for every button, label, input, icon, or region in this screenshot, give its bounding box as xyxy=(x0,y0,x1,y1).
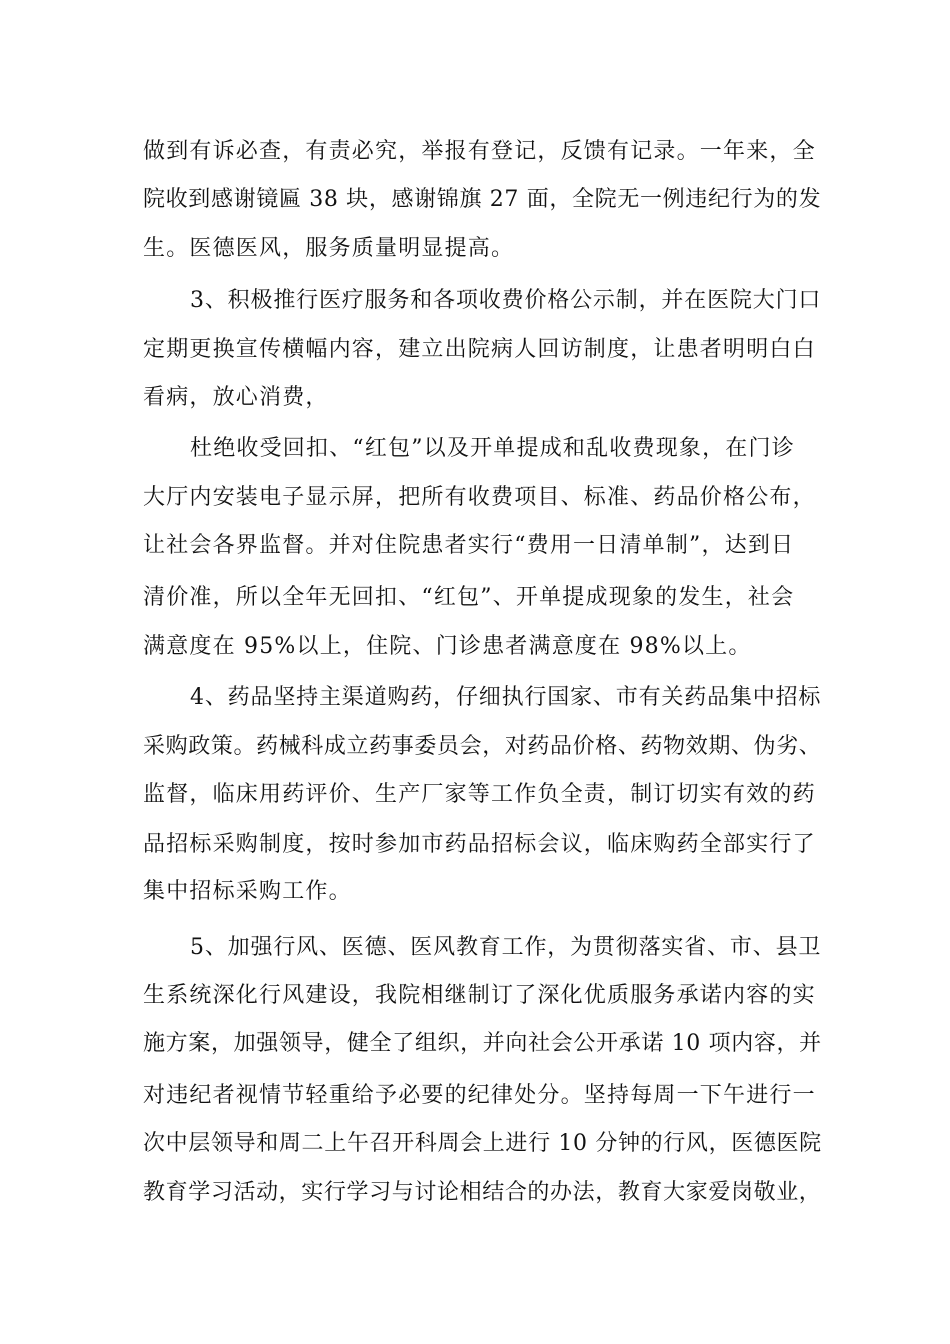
text-line: 品招标采购制度，按时参加市药品招标会议，临床购药全部实行了 xyxy=(143,832,816,857)
paragraph-start: 杜绝收受回扣、“红包”以及开单提成和乱收费现象，在门诊 xyxy=(190,436,795,461)
text-line: 院收到感谢镜匾 38 块，感谢锦旗 27 面，全院无一例违纪行为的发 xyxy=(143,187,822,212)
text-line: 清价准，所以全年无回扣、“红包”、开单提成现象的发生，社会 xyxy=(143,585,795,610)
text-line: 采购政策。药械科成立药事委员会，对药品价格、药物效期、伪劣、 xyxy=(143,734,822,759)
text-line: 做到有诉必查，有责必究，举报有登记，反馈有记录。一年来，全 xyxy=(143,139,816,164)
paragraph-5-start: 5、加强行风、医德、医风教育工作，为贯彻落实省、市、县卫 xyxy=(190,935,822,960)
text-line: 大厅内安装电子显示屏，把所有收费项目、标准、药品价格公布， xyxy=(143,485,816,510)
text-line: 对违纪者视情节轻重给予必要的纪律处分。坚持每周一下午进行一 xyxy=(143,1083,816,1108)
text-line: 让社会各界监督。并对住院患者实行“费用一日清单制”，达到日 xyxy=(143,533,795,558)
text-line: 监督，临床用药评价、生产厂家等工作负全责，制订切实有效的药 xyxy=(143,782,816,807)
text-line: 看病，放心消费， xyxy=(143,385,329,410)
paragraph-4-start: 4、药品坚持主渠道购药，仔细执行国家、市有关药品集中招标 xyxy=(190,685,822,710)
text-line: 施方案，加强领导，健全了组织，并向社会公开承诺 10 项内容，并 xyxy=(143,1031,822,1056)
paragraph-3-start: 3、积极推行医疗服务和各项收费价格公示制，并在医院大门口 xyxy=(190,288,822,313)
text-line: 满意度在 95%以上，住院、门诊患者满意度在 98%以上。 xyxy=(143,634,752,659)
text-line: 教育学习活动，实行学习与讨论相结合的办法，教育大家爱岗敬业， xyxy=(143,1180,822,1205)
text-line: 集中招标采购工作。 xyxy=(143,879,352,904)
text-line: 生。医德医风，服务质量明显提高。 xyxy=(143,236,515,261)
text-line: 生系统深化行风建设，我院相继制订了深化优质服务承诺内容的实 xyxy=(143,983,816,1008)
text-line: 次中层领导和周二上午召开科周会上进行 10 分钟的行风，医德医院 xyxy=(143,1131,822,1156)
text-line: 定期更换宣传横幅内容，建立出院病人回访制度，让患者明明白白 xyxy=(143,337,816,362)
